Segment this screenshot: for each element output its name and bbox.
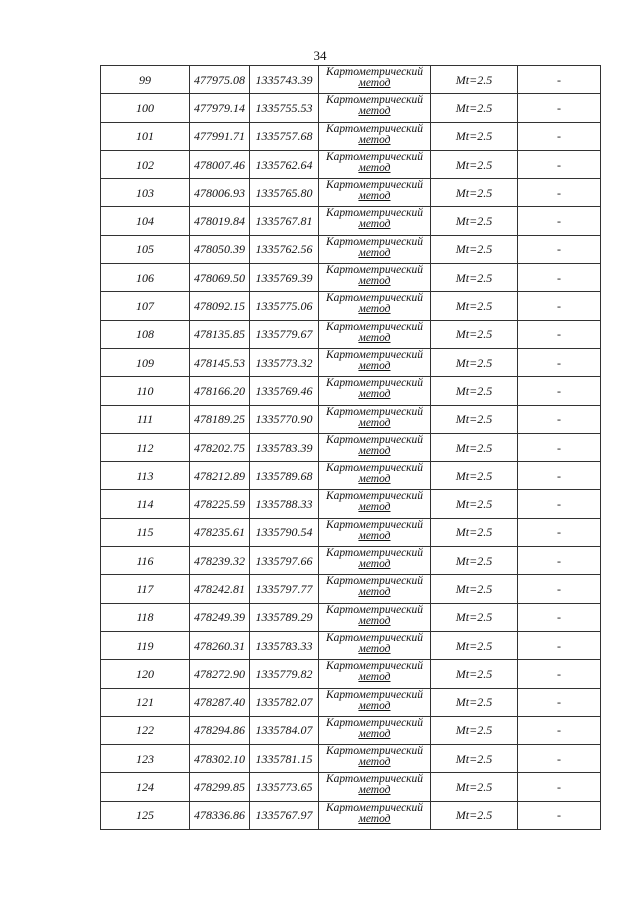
coord-x-cell: 478272.90 xyxy=(190,660,250,688)
method-label-line1: Картометрический xyxy=(325,292,424,305)
point-number-cell: 108 xyxy=(101,320,190,348)
point-number-cell: 107 xyxy=(101,292,190,320)
method-cell xyxy=(319,660,431,688)
coord-x-cell: 478302.10 xyxy=(190,745,250,773)
table-row xyxy=(101,575,601,603)
coord-y-cell: 1335773.32 xyxy=(250,348,319,376)
coord-x-cell: 478294.86 xyxy=(190,716,250,744)
coord-y-cell: 1335743.39 xyxy=(250,66,319,94)
coord-y-cell: 1335789.29 xyxy=(250,603,319,631)
coord-y-cell: 1335767.81 xyxy=(250,207,319,235)
note-cell: - xyxy=(518,547,601,575)
coord-x-cell: 478235.61 xyxy=(190,518,250,546)
method-label-line1: Картометрический xyxy=(325,377,424,390)
note-cell: - xyxy=(518,179,601,207)
method-label-line1: Картометрический xyxy=(325,716,424,729)
table-row xyxy=(101,518,601,546)
note-cell: - xyxy=(518,66,601,94)
method-label-line2: метод xyxy=(358,161,391,174)
accuracy-cell: Mt=2.5 xyxy=(431,207,518,235)
method-cell xyxy=(319,122,431,150)
method-label-line1: Картометрический xyxy=(325,575,424,588)
accuracy-cell: Mt=2.5 xyxy=(431,433,518,461)
coord-y-cell: 1335755.53 xyxy=(250,94,319,122)
coord-x-cell: 478287.40 xyxy=(190,688,250,716)
coord-y-cell: 1335769.46 xyxy=(250,377,319,405)
method-cell xyxy=(319,801,431,829)
table-row xyxy=(101,773,601,801)
table-row xyxy=(101,688,601,716)
method-cell xyxy=(319,745,431,773)
coord-y-cell: 1335767.97 xyxy=(250,801,319,829)
method-label-line1: Картометрический xyxy=(325,264,424,277)
accuracy-cell: Mt=2.5 xyxy=(431,405,518,433)
method-cell xyxy=(319,518,431,546)
method-label-line1: Картометрический xyxy=(325,547,424,560)
coord-y-cell: 1335783.39 xyxy=(250,433,319,461)
note-cell: - xyxy=(518,716,601,744)
note-cell: - xyxy=(518,405,601,433)
note-cell: - xyxy=(518,773,601,801)
method-label-line2: метод xyxy=(358,303,391,316)
note-cell: - xyxy=(518,377,601,405)
coord-x-cell: 478202.75 xyxy=(190,433,250,461)
coord-x-cell: 478260.31 xyxy=(190,631,250,659)
method-label-line2: метод xyxy=(358,699,391,712)
point-number-cell: 104 xyxy=(101,207,190,235)
method-cell xyxy=(319,377,431,405)
method-label-line1: Картометрический xyxy=(325,66,424,78)
coord-x-cell: 478007.46 xyxy=(190,150,250,178)
coord-x-cell: 478019.84 xyxy=(190,207,250,235)
method-label-line2: метод xyxy=(358,558,391,571)
accuracy-cell: Mt=2.5 xyxy=(431,518,518,546)
method-label-line1: Картометрический xyxy=(325,235,424,248)
method-cell xyxy=(319,716,431,744)
point-number-cell: 99 xyxy=(101,66,190,94)
method-cell xyxy=(319,292,431,320)
point-number-cell: 118 xyxy=(101,603,190,631)
point-number-cell: 101 xyxy=(101,122,190,150)
method-label-line2: метод xyxy=(358,190,391,203)
accuracy-cell: Mt=2.5 xyxy=(431,292,518,320)
method-label-line2: метод xyxy=(358,444,391,457)
point-number-cell: 103 xyxy=(101,179,190,207)
coord-x-cell: 478006.93 xyxy=(190,179,250,207)
coord-x-cell: 478239.32 xyxy=(190,547,250,575)
point-number-cell: 100 xyxy=(101,94,190,122)
note-cell: - xyxy=(518,207,601,235)
accuracy-cell: Mt=2.5 xyxy=(431,122,518,150)
coord-x-cell: 478092.15 xyxy=(190,292,250,320)
note-cell: - xyxy=(518,575,601,603)
method-cell xyxy=(319,773,431,801)
table-row xyxy=(101,292,601,320)
method-label-line1: Картометрический xyxy=(325,122,424,135)
coord-x-cell: 478336.86 xyxy=(190,801,250,829)
note-cell: - xyxy=(518,660,601,688)
accuracy-cell: Mt=2.5 xyxy=(431,603,518,631)
coord-x-cell: 478189.25 xyxy=(190,405,250,433)
point-number-cell: 111 xyxy=(101,405,190,433)
coord-y-cell: 1335784.07 xyxy=(250,716,319,744)
accuracy-cell: Mt=2.5 xyxy=(431,179,518,207)
method-cell xyxy=(319,688,431,716)
coord-y-cell: 1335773.65 xyxy=(250,773,319,801)
table-row xyxy=(101,660,601,688)
method-label-line2: метод xyxy=(358,529,391,542)
point-number-cell: 120 xyxy=(101,660,190,688)
point-number-cell: 117 xyxy=(101,575,190,603)
coord-y-cell: 1335779.67 xyxy=(250,320,319,348)
method-cell xyxy=(319,207,431,235)
point-number-cell: 121 xyxy=(101,688,190,716)
method-label-line2: метод xyxy=(358,614,391,627)
coord-y-cell: 1335762.56 xyxy=(250,235,319,263)
method-label-line2: метод xyxy=(358,105,391,118)
table-row xyxy=(101,179,601,207)
method-cell xyxy=(319,66,431,94)
point-number-cell: 116 xyxy=(101,547,190,575)
accuracy-cell: Mt=2.5 xyxy=(431,348,518,376)
table-row xyxy=(101,433,601,461)
method-label-line1: Картометрический xyxy=(325,801,424,814)
method-label-line2: метод xyxy=(358,218,391,231)
note-cell: - xyxy=(518,490,601,518)
method-label-line1: Картометрический xyxy=(325,405,424,418)
point-number-cell: 105 xyxy=(101,235,190,263)
method-cell xyxy=(319,235,431,263)
coord-y-cell: 1335770.90 xyxy=(250,405,319,433)
coordinates-table xyxy=(100,65,601,830)
accuracy-cell: Mt=2.5 xyxy=(431,66,518,94)
accuracy-cell: Mt=2.5 xyxy=(431,688,518,716)
note-cell: - xyxy=(518,462,601,490)
point-number-cell: 122 xyxy=(101,716,190,744)
method-cell xyxy=(319,179,431,207)
coord-y-cell: 1335757.68 xyxy=(250,122,319,150)
coord-x-cell: 477979.14 xyxy=(190,94,250,122)
method-label-line1: Картометрический xyxy=(325,518,424,531)
method-label-line1: Картометрический xyxy=(325,179,424,192)
coord-y-cell: 1335788.33 xyxy=(250,490,319,518)
note-cell: - xyxy=(518,235,601,263)
point-number-cell: 102 xyxy=(101,150,190,178)
accuracy-cell: Mt=2.5 xyxy=(431,575,518,603)
note-cell: - xyxy=(518,320,601,348)
point-number-cell: 112 xyxy=(101,433,190,461)
method-label-line1: Картометрический xyxy=(325,150,424,163)
method-cell xyxy=(319,433,431,461)
method-label-line1: Картометрический xyxy=(325,688,424,701)
method-cell xyxy=(319,462,431,490)
accuracy-cell: Mt=2.5 xyxy=(431,320,518,348)
method-label-line1: Картометрический xyxy=(325,348,424,361)
accuracy-cell: Mt=2.5 xyxy=(431,264,518,292)
coord-y-cell: 1335769.39 xyxy=(250,264,319,292)
table-row xyxy=(101,207,601,235)
coord-x-cell: 477975.08 xyxy=(190,66,250,94)
table-row xyxy=(101,122,601,150)
note-cell: - xyxy=(518,518,601,546)
coord-y-cell: 1335781.15 xyxy=(250,745,319,773)
note-cell: - xyxy=(518,150,601,178)
method-label-line2: метод xyxy=(358,756,391,769)
method-cell xyxy=(319,547,431,575)
method-label-line1: Картометрический xyxy=(325,490,424,503)
note-cell: - xyxy=(518,603,601,631)
method-cell xyxy=(319,150,431,178)
note-cell: - xyxy=(518,688,601,716)
method-label-line2: метод xyxy=(358,784,391,797)
accuracy-cell: Mt=2.5 xyxy=(431,631,518,659)
table-row xyxy=(101,462,601,490)
table-row xyxy=(101,150,601,178)
point-number-cell: 125 xyxy=(101,801,190,829)
page-number: 34 xyxy=(313,48,327,63)
coord-x-cell: 478249.39 xyxy=(190,603,250,631)
method-label-line2: метод xyxy=(358,642,391,655)
coord-x-cell: 478299.85 xyxy=(190,773,250,801)
coord-y-cell: 1335797.77 xyxy=(250,575,319,603)
accuracy-cell: Mt=2.5 xyxy=(431,235,518,263)
method-label-line1: Картометрический xyxy=(325,603,424,616)
method-label-line2: метод xyxy=(358,133,391,146)
accuracy-cell: Mt=2.5 xyxy=(431,150,518,178)
method-cell xyxy=(319,405,431,433)
point-number-cell: 119 xyxy=(101,631,190,659)
accuracy-cell: Mt=2.5 xyxy=(431,547,518,575)
coord-x-cell: 477991.71 xyxy=(190,122,250,150)
coord-x-cell: 478135.85 xyxy=(190,320,250,348)
table-row xyxy=(101,66,601,94)
method-cell xyxy=(319,348,431,376)
method-label-line1: Картометрический xyxy=(325,773,424,786)
table-row xyxy=(101,716,601,744)
table-row xyxy=(101,631,601,659)
coord-x-cell: 478145.53 xyxy=(190,348,250,376)
method-label-line2: метод xyxy=(358,501,391,514)
note-cell: - xyxy=(518,348,601,376)
point-number-cell: 106 xyxy=(101,264,190,292)
coord-y-cell: 1335797.66 xyxy=(250,547,319,575)
method-label-line2: метод xyxy=(358,727,391,740)
method-label-line2: метод xyxy=(358,671,391,684)
note-cell: - xyxy=(518,264,601,292)
coord-x-cell: 478069.50 xyxy=(190,264,250,292)
coord-x-cell: 478212.89 xyxy=(190,462,250,490)
accuracy-cell: Mt=2.5 xyxy=(431,462,518,490)
point-number-cell: 114 xyxy=(101,490,190,518)
accuracy-cell: Mt=2.5 xyxy=(431,773,518,801)
coord-y-cell: 1335779.82 xyxy=(250,660,319,688)
method-label-line2: метод xyxy=(358,388,391,401)
accuracy-cell: Mt=2.5 xyxy=(431,801,518,829)
coordinates-table-body xyxy=(101,66,601,830)
method-label-line2: метод xyxy=(358,473,391,486)
method-label-line1: Картометрический xyxy=(325,207,424,220)
accuracy-cell: Mt=2.5 xyxy=(431,716,518,744)
method-cell xyxy=(319,320,431,348)
table-row xyxy=(101,603,601,631)
method-label-line2: метод xyxy=(358,359,391,372)
coord-y-cell: 1335783.33 xyxy=(250,631,319,659)
point-number-cell: 109 xyxy=(101,348,190,376)
coord-y-cell: 1335775.06 xyxy=(250,292,319,320)
method-label-line2: метод xyxy=(358,275,391,288)
method-label-line2: метод xyxy=(358,77,391,89)
table-row xyxy=(101,745,601,773)
table-row xyxy=(101,801,601,829)
method-label-line2: метод xyxy=(358,416,391,429)
method-label-line1: Картометрический xyxy=(325,745,424,758)
table-row xyxy=(101,235,601,263)
table-row xyxy=(101,377,601,405)
accuracy-cell: Mt=2.5 xyxy=(431,94,518,122)
table-row xyxy=(101,94,601,122)
coord-x-cell: 478166.20 xyxy=(190,377,250,405)
method-label-line1: Картометрический xyxy=(325,462,424,475)
method-label-line2: метод xyxy=(358,812,391,825)
note-cell: - xyxy=(518,745,601,773)
table-row xyxy=(101,490,601,518)
point-number-cell: 115 xyxy=(101,518,190,546)
accuracy-cell: Mt=2.5 xyxy=(431,490,518,518)
method-label-line2: метод xyxy=(358,246,391,259)
method-cell xyxy=(319,631,431,659)
point-number-cell: 110 xyxy=(101,377,190,405)
method-label-line1: Картометрический xyxy=(325,660,424,673)
table-row xyxy=(101,320,601,348)
coord-y-cell: 1335790.54 xyxy=(250,518,319,546)
accuracy-cell: Mt=2.5 xyxy=(431,745,518,773)
note-cell: - xyxy=(518,631,601,659)
method-cell xyxy=(319,603,431,631)
method-label-line2: метод xyxy=(358,331,391,344)
table-row xyxy=(101,264,601,292)
point-number-cell: 123 xyxy=(101,745,190,773)
table-row xyxy=(101,405,601,433)
method-label-line2: метод xyxy=(358,586,391,599)
method-cell xyxy=(319,490,431,518)
note-cell: - xyxy=(518,94,601,122)
table-row xyxy=(101,348,601,376)
note-cell: - xyxy=(518,292,601,320)
coord-x-cell: 478242.81 xyxy=(190,575,250,603)
method-cell xyxy=(319,575,431,603)
point-number-cell: 113 xyxy=(101,462,190,490)
method-label-line1: Картометрический xyxy=(325,320,424,333)
coord-x-cell: 478050.39 xyxy=(190,235,250,263)
method-label-line1: Картометрический xyxy=(325,94,424,107)
method-cell xyxy=(319,264,431,292)
coord-x-cell: 478225.59 xyxy=(190,490,250,518)
accuracy-cell: Mt=2.5 xyxy=(431,660,518,688)
method-label-line1: Картометрический xyxy=(325,631,424,644)
method-label-line1: Картометрический xyxy=(325,433,424,446)
method-cell xyxy=(319,94,431,122)
coord-y-cell: 1335789.68 xyxy=(250,462,319,490)
point-number-cell: 124 xyxy=(101,773,190,801)
accuracy-cell: Mt=2.5 xyxy=(431,377,518,405)
note-cell: - xyxy=(518,433,601,461)
note-cell: - xyxy=(518,801,601,829)
coord-y-cell: 1335765.80 xyxy=(250,179,319,207)
table-row xyxy=(101,547,601,575)
note-cell: - xyxy=(518,122,601,150)
coord-y-cell: 1335782.07 xyxy=(250,688,319,716)
coord-y-cell: 1335762.64 xyxy=(250,150,319,178)
